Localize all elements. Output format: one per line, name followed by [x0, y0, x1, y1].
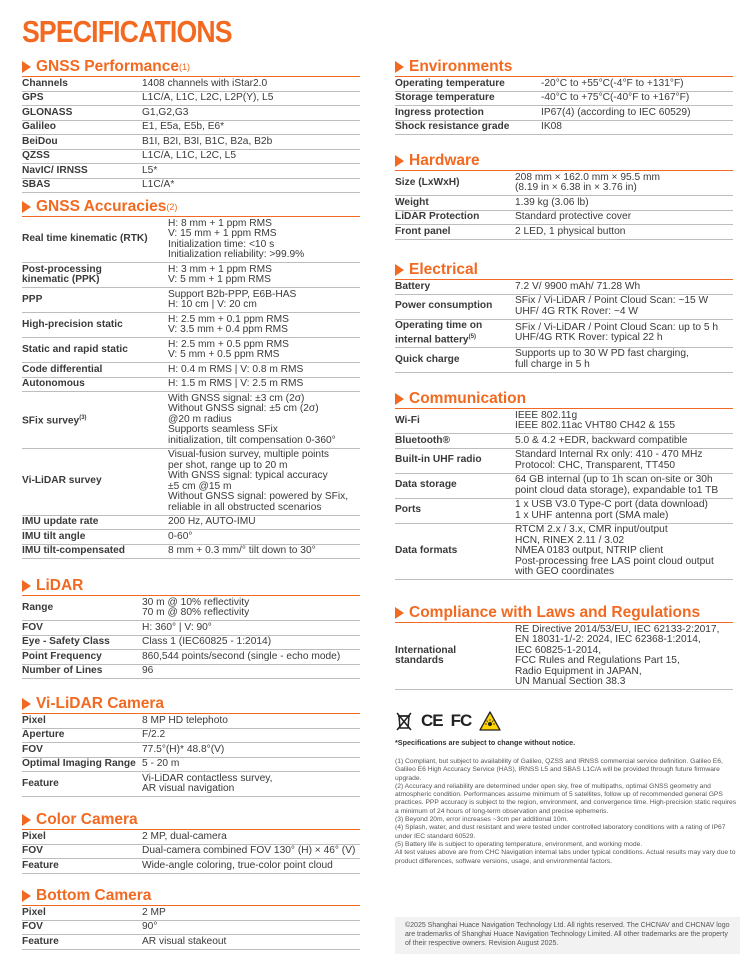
spec-label [395, 434, 515, 449]
spec-label-text: SFix survey [22, 415, 80, 427]
footnote: (1) Compliant, but subject to availability of Galileo, QZSS and IRNSS commercial service definition. Galileo E6, Galileo E6 High Accuracy Service (HAS), IRNSS L5 and SBAS L1C/A will be provided through future firmware upgrade. [395, 758, 723, 782]
spec-label-text: Feature [22, 777, 59, 789]
section-heading [395, 603, 733, 623]
spec-label [22, 906, 142, 920]
spec-table [22, 830, 360, 874]
spec-label [22, 363, 168, 378]
section-title: Hardware [409, 151, 480, 169]
spec-value: Standard protective cover [515, 210, 733, 225]
spec-label [22, 448, 168, 515]
spec-label [395, 210, 515, 225]
spec-label-text: Weight [395, 196, 429, 208]
section-heading [395, 389, 733, 409]
spec-label-text: FOV [22, 845, 43, 856]
spec-value: H: 8 mm + 1 ppm RMS V: 15 mm + 1 ppm RMS Initialization time: <10 s Initialization reliability: >99.9% [168, 217, 360, 263]
spec-label [22, 596, 142, 621]
spec-value: E1, E5a, E5b, E6* [142, 120, 360, 135]
section-environments [395, 57, 733, 135]
spec-row [22, 338, 360, 363]
spec-value: 0-60° [168, 530, 360, 545]
spec-label [22, 772, 142, 797]
spec-value: IEEE 802.11g IEEE 802.11ac VHT80 CH42 & 155 [515, 409, 733, 434]
spec-label [22, 178, 142, 193]
spec-label-text: Wi-Fi [395, 414, 420, 426]
spec-row [395, 225, 733, 240]
spec-label-text: Operating temperature [395, 77, 505, 89]
spec-row [22, 544, 360, 559]
spec-value: 200 Hz, AUTO-IMU [168, 515, 360, 530]
footnote: (2) Accuracy and reliability are determined under open sky, free of multipaths, optimal GNSS geometry and atmospheric condition. Performances assume minimum of 5 satellites, follow up of recommended general GPS practices. PPP accuracy is subject to the region, environment, and convergence time. High-precision static requires a minimum of 24 hours of long-term observation and precise ephemeris. [395, 782, 737, 815]
weee-bin-icon [395, 711, 413, 731]
section-bottom-camera [22, 886, 360, 950]
spec-value: Vi-LiDAR contactless survey, AR visual navigation [142, 772, 360, 797]
spec-label-text: FOV [22, 621, 43, 633]
spec-value: Wide-angle coloring, true-color point cloud [142, 859, 360, 874]
spec-label-text: Battery [395, 280, 431, 292]
footnote: All test values above are from CHC Navigation internal labs under typical conditions. Actual results may vary due to product differences, software versions, usage, and environmental factors. [395, 849, 736, 865]
spec-label [22, 664, 142, 679]
spec-label [22, 91, 142, 106]
spec-label [22, 106, 142, 121]
triangle-bullet-icon [22, 61, 31, 73]
spec-label [22, 515, 168, 530]
spec-row [395, 91, 733, 106]
spec-row [22, 621, 360, 636]
spec-row [22, 135, 360, 150]
spec-label-text: Ports [395, 504, 422, 516]
spec-label-text: Pixel [22, 714, 46, 726]
section-title: Environments [409, 57, 513, 75]
certification-logos [395, 711, 501, 731]
spec-label-text: Number of Lines [22, 665, 103, 676]
spec-row [395, 347, 733, 372]
spec-label [395, 196, 515, 211]
spec-row [22, 935, 360, 950]
spec-row [395, 448, 733, 473]
spec-label [22, 757, 142, 772]
spec-label-text: Autonomous [22, 378, 85, 389]
triangle-bullet-icon [395, 607, 404, 619]
spec-label [22, 714, 142, 728]
spec-label-text: NavIC/ IRNSS [22, 164, 88, 176]
section-compliance [395, 603, 733, 690]
spec-label [395, 623, 515, 690]
spec-label-text: Vi-LiDAR survey [22, 475, 102, 487]
spec-label-text: Point Frequency [22, 650, 102, 662]
spec-label [395, 106, 541, 121]
spec-label-text: LiDAR Protection [395, 211, 480, 222]
spec-value: H: 3 mm + 1 ppm RMS V: 5 mm + 1 ppm RMS [168, 263, 360, 288]
spec-label [22, 392, 168, 449]
spec-value: RTCM 2.x / 3.x, CMR input/output HCN, RINEX 2.11 / 3.02 NMEA 0183 output, NTRIP client Post-processing free LAS point cloud output with GEO coordinates [515, 523, 733, 580]
spec-label [22, 288, 168, 313]
section-heading [395, 151, 733, 171]
spec-value: -40°C to +75°C(-40°F to +167°F) [541, 91, 733, 106]
spec-label-text: QZSS [22, 150, 50, 161]
spec-value: IK08 [541, 120, 733, 135]
spec-label [22, 530, 168, 545]
spec-table [22, 714, 360, 797]
spec-row [22, 217, 360, 263]
spec-row [395, 623, 733, 690]
spec-value: 1 x USB V3.0 Type-C port (data download) 1 x UHF antenna port (SMA male) [515, 498, 733, 523]
section-heading [395, 260, 733, 280]
spec-label-text: Static and rapid static [22, 343, 128, 355]
spec-value: L5* [142, 164, 360, 179]
spec-label-text: Operating time on internal battery [395, 320, 483, 345]
spec-label-text: GLONASS [22, 106, 73, 118]
section-title: Vi-LiDAR Camera [36, 694, 165, 712]
spec-row [22, 263, 360, 288]
spec-label [22, 377, 168, 392]
triangle-bullet-icon [395, 155, 404, 167]
spec-value: Support B2b-PPP, E6B-HAS H: 10 cm | V: 20 cm [168, 288, 360, 313]
spec-row [22, 859, 360, 874]
spec-value: Standard Internal Rx only: 410 - 470 MHz Protocol: CHC, Transparent, TT450 [515, 448, 733, 473]
spec-value: 90° [142, 920, 360, 935]
spec-label [22, 935, 142, 950]
spec-row [22, 743, 360, 758]
spec-label-text: IMU update rate [22, 516, 99, 527]
spec-row [395, 409, 733, 434]
spec-label [22, 844, 142, 859]
spec-label-text: Pixel [22, 830, 46, 842]
spec-value: SFix / Vi-LiDAR / Point Cloud Scan: ~15 W UHF/ 4G RTK Rover: ~4 W [515, 294, 733, 319]
spec-label [395, 77, 541, 91]
spec-value: RE Directive 2014/53/EU, IEC 62133-2:2017, EN 18031-1/-2: 2024, IEC 62368-1:2014, IEC 60825-1-2014, FCC Rules and Regulations Part 15, Radio Equipment in JAPAN, UN Manual Section 38.3 [515, 623, 733, 690]
spec-label [22, 263, 168, 288]
spec-label [22, 135, 142, 150]
spec-row [395, 120, 733, 135]
triangle-bullet-icon [395, 264, 404, 276]
spec-label-text: Data storage [395, 479, 457, 491]
spec-label [395, 347, 515, 372]
spec-row [22, 596, 360, 621]
footnote-ref: (3) [79, 414, 87, 421]
spec-value: H: 0.4 m RMS | V: 0.8 m RMS [168, 363, 360, 378]
spec-value: B1I, B2I, B3I, B1C, B2a, B2b [142, 135, 360, 150]
footnote: (5) Battery life is subject to operating temperature, environment, and working mode. [395, 840, 643, 848]
spec-label-text: Post-processing kinematic (PPK) [22, 263, 102, 285]
spec-label [22, 743, 142, 758]
spec-row [22, 77, 360, 91]
spec-table [395, 77, 733, 135]
spec-table [395, 409, 733, 580]
section-color-camera [22, 810, 360, 874]
spec-row [22, 448, 360, 515]
spec-value: 5.0 & 4.2 +EDR, backward compatible [515, 434, 733, 449]
spec-value: -20°C to +55°C(-4°F to +131°F) [541, 77, 733, 91]
spec-label [395, 448, 515, 473]
section-title: LiDAR [36, 576, 84, 594]
spec-label-text: Shock resistance grade [395, 121, 510, 132]
spec-label-text: Built-in UHF radio [395, 454, 482, 466]
spec-label-text: Real time kinematic (RTK) [22, 233, 148, 245]
section-heading [22, 576, 360, 596]
spec-row [22, 830, 360, 844]
spec-value: H: 1.5 m RMS | V: 2.5 m RMS [168, 377, 360, 392]
section-lidar [22, 576, 360, 679]
triangle-bullet-icon [395, 61, 404, 73]
spec-label [395, 294, 515, 319]
spec-label [22, 728, 142, 743]
spec-label-text: PPP [22, 293, 43, 305]
spec-value: 2 MP [142, 906, 360, 920]
spec-label-text: Feature [22, 935, 59, 947]
spec-label [22, 635, 142, 650]
triangle-bullet-icon [22, 698, 31, 710]
spec-value: SFix / Vi-LiDAR / Point Cloud Scan: up to 5 h UHF/4G RTK Rover: typical 22 h [515, 319, 733, 347]
section-heading [395, 57, 733, 77]
triangle-bullet-icon [22, 814, 31, 826]
section-heading [22, 57, 360, 77]
spec-label [395, 280, 515, 294]
spec-label-text: IMU tilt-compensated [22, 545, 126, 556]
footnote: (3) Beyond 20m, error increases ~3cm per additional 10m. [395, 816, 569, 824]
spec-label [22, 164, 142, 179]
spec-label [22, 920, 142, 935]
spec-row [22, 288, 360, 313]
disclaimer: *Specifications are subject to change without notice. [395, 738, 576, 747]
spec-label-text: Quick charge [395, 353, 460, 365]
spec-value: 2 LED, 1 physical button [515, 225, 733, 240]
section-title: Compliance with Laws and Regulations [409, 603, 701, 621]
spec-row [22, 377, 360, 392]
spec-label-text: FOV [22, 743, 43, 755]
spec-label-text: Aperture [22, 729, 65, 740]
footnote-ref: (5) [468, 333, 476, 340]
spec-row [395, 319, 733, 347]
spec-value: 208 mm × 162.0 mm × 95.5 mm (8.19 in × 6.38 in × 3.76 in) [515, 171, 733, 196]
section-hardware [395, 151, 733, 240]
spec-label-text: Eye - Safety Class [22, 636, 110, 647]
spec-table [22, 217, 360, 559]
spec-label [395, 319, 515, 347]
spec-value: H: 360° | V: 90° [142, 621, 360, 636]
spec-value: 5 - 20 m [142, 757, 360, 772]
spec-row [22, 728, 360, 743]
spec-label [22, 313, 168, 338]
spec-row [22, 650, 360, 665]
laser-warning-icon [479, 711, 501, 731]
spec-value: Dual-camera combined FOV 130° (H) × 46° (V) [142, 844, 360, 859]
spec-row [22, 714, 360, 728]
fcc-mark: FC [450, 711, 472, 730]
spec-label-text: Range [22, 601, 54, 613]
spec-row [22, 91, 360, 106]
spec-value: 64 GB internal (up to 1h scan on-site or 30h point cloud data storage), expandable to1 TB [515, 473, 733, 498]
section-title: Bottom Camera [36, 886, 152, 904]
spec-label-text: Bluetooth® [395, 434, 451, 446]
spec-row [22, 313, 360, 338]
section-vi-lidar-camera [22, 694, 360, 797]
spec-value: 8 MP HD telephoto [142, 714, 360, 728]
spec-label [22, 544, 168, 559]
spec-row [395, 498, 733, 523]
section-title: Communication [409, 389, 527, 407]
footnote: (4) Splash, water, and dust resistant and were tested under controlled laboratory conditions with a rating of IP67 under IEC standard 60529. [395, 824, 726, 840]
spec-row [395, 434, 733, 449]
section-gnss-accuracies [22, 197, 360, 559]
section-heading [22, 197, 360, 217]
spec-table [22, 906, 360, 950]
spec-label-text: Power consumption [395, 300, 493, 312]
spec-value: L1C/A, L1C, L2C, L5 [142, 149, 360, 164]
spec-label [395, 225, 515, 240]
section-heading [22, 886, 360, 906]
spec-label [395, 498, 515, 523]
spec-label-text: Optimal Imaging Range [22, 758, 136, 769]
spec-row [22, 772, 360, 797]
spec-value: Class 1 (IEC60825 - 1:2014) [142, 635, 360, 650]
spec-value: 77.5°(H)* 48.8°(V) [142, 743, 360, 758]
spec-label-text: Ingress protection [395, 106, 484, 118]
spec-table [22, 77, 360, 193]
spec-label [22, 77, 142, 91]
spec-row [22, 515, 360, 530]
footnotes [395, 758, 737, 866]
spec-label [22, 830, 142, 844]
spec-table [395, 280, 733, 373]
spec-row [22, 120, 360, 135]
spec-row [22, 906, 360, 920]
spec-label [395, 91, 541, 106]
section-gnss-performance [22, 57, 360, 193]
spec-row [22, 530, 360, 545]
spec-value: F/2.2 [142, 728, 360, 743]
spec-row [395, 106, 733, 121]
spec-label [395, 409, 515, 434]
section-title: Color Camera [36, 810, 138, 828]
ce-mark: CE [421, 711, 443, 730]
spec-row [395, 196, 733, 211]
spec-label [395, 523, 515, 580]
spec-row [22, 149, 360, 164]
spec-table [395, 171, 733, 240]
spec-label-text: Galileo [22, 121, 56, 132]
spec-row [22, 164, 360, 179]
spec-value: 30 m @ 10% reflectivity 70 m @ 80% reflectivity [142, 596, 360, 621]
spec-label-text: High-precision static [22, 318, 123, 330]
spec-value: Visual-fusion survey, multiple points per shot, range up to 20 m With GNSS signal: typical accuracy ±5 cm @15 m Without GNSS signal: powered by SFix, reliable in all obstructed scenarios [168, 448, 360, 515]
spec-row [395, 171, 733, 196]
spec-row [22, 920, 360, 935]
triangle-bullet-icon [22, 580, 31, 592]
spec-label-text: BeiDou [22, 135, 58, 147]
spec-value: 1.39 kg (3.06 lb) [515, 196, 733, 211]
footnote-ref: (1) [179, 61, 190, 72]
spec-row [395, 473, 733, 498]
spec-label-text: Feature [22, 859, 59, 871]
spec-label-text: GPS [22, 92, 44, 103]
spec-value: 7.2 V/ 9900 mAh/ 71.28 Wh [515, 280, 733, 294]
spec-label-text: SBAS [22, 179, 51, 190]
spec-value: Supports up to 30 W PD fast charging, full charge in 5 h [515, 347, 733, 372]
spec-label-text: Size (LxWxH) [395, 176, 460, 188]
spec-value: H: 2.5 mm + 0.1 ppm RMS V: 3.5 mm + 0.4 ppm RMS [168, 313, 360, 338]
page-title: SPECIFICATIONS [22, 14, 232, 49]
spec-value: 8 mm + 0.3 mm/° tilt down to 30° [168, 544, 360, 559]
section-heading [22, 810, 360, 830]
section-communication [395, 389, 733, 580]
triangle-bullet-icon [22, 201, 31, 213]
spec-value: G1,G2,G3 [142, 106, 360, 121]
spec-table [395, 623, 733, 690]
triangle-bullet-icon [395, 393, 404, 405]
section-title: GNSS Performance [36, 57, 179, 75]
spec-row [22, 363, 360, 378]
spec-row [22, 664, 360, 679]
spec-label-text: International standards [395, 644, 457, 666]
spec-row [22, 757, 360, 772]
spec-table [22, 596, 360, 679]
spec-value: IP67(4) (according to IEC 60529) [541, 106, 733, 121]
spec-row [395, 294, 733, 319]
spec-value: H: 2.5 mm + 0.5 ppm RMS V: 5 mm + 0.5 ppm RMS [168, 338, 360, 363]
spec-value: L1C/A, L1C, L2C, L2P(Y), L5 [142, 91, 360, 106]
spec-value: 2 MP, dual-camera [142, 830, 360, 844]
section-heading [22, 694, 360, 714]
spec-label [22, 338, 168, 363]
spec-label [395, 171, 515, 196]
spec-value: 1408 channels with iStar2.0 [142, 77, 360, 91]
spec-value: L1C/A* [142, 178, 360, 193]
spec-label-text: Channels [22, 77, 68, 89]
spec-row [22, 178, 360, 193]
spec-value: 860,544 points/second (single - echo mode) [142, 650, 360, 665]
spec-label-text: Pixel [22, 906, 46, 918]
spec-label-text: Data formats [395, 545, 458, 556]
copyright-footer: ©2025 Shanghai Huace Navigation Technology Ltd. All rights reserved. The CHCNAV and CHCNAV logo are trademarks of Shanghai Huace Navigation Technology Limited. All other trademarks are the property of their respective owners. Revision August 2025. [395, 917, 740, 954]
section-electrical [395, 260, 733, 373]
spec-value: With GNSS signal: ±3 cm (2σ) Without GNSS signal: ±5 cm (2σ) @20 m radius Supports seamless SFix initialization, tilt compensation 0-360° [168, 392, 360, 449]
spec-row [22, 106, 360, 121]
spec-label-text: Storage temperature [395, 92, 495, 103]
spec-label [22, 217, 168, 263]
spec-label [22, 650, 142, 665]
section-title: GNSS Accuracies [36, 197, 167, 215]
spec-label [22, 120, 142, 135]
spec-label-text: Front panel [395, 225, 451, 237]
spec-row [22, 844, 360, 859]
spec-label [22, 149, 142, 164]
spec-row [395, 210, 733, 225]
spec-row [395, 523, 733, 580]
spec-label [22, 859, 142, 874]
spec-row [395, 280, 733, 294]
spec-row [395, 77, 733, 91]
spec-value: 96 [142, 664, 360, 679]
spec-label [395, 473, 515, 498]
spec-row [22, 392, 360, 449]
spec-value: AR visual stakeout [142, 935, 360, 950]
spec-label-text: FOV [22, 921, 43, 932]
triangle-bullet-icon [22, 890, 31, 902]
spec-label [395, 120, 541, 135]
section-title: Electrical [409, 260, 478, 278]
spec-label-text: IMU tilt angle [22, 530, 86, 542]
spec-row [22, 635, 360, 650]
spec-label-text: Code differential [22, 363, 103, 375]
footnote-ref: (2) [166, 201, 178, 212]
spec-label [22, 621, 142, 636]
